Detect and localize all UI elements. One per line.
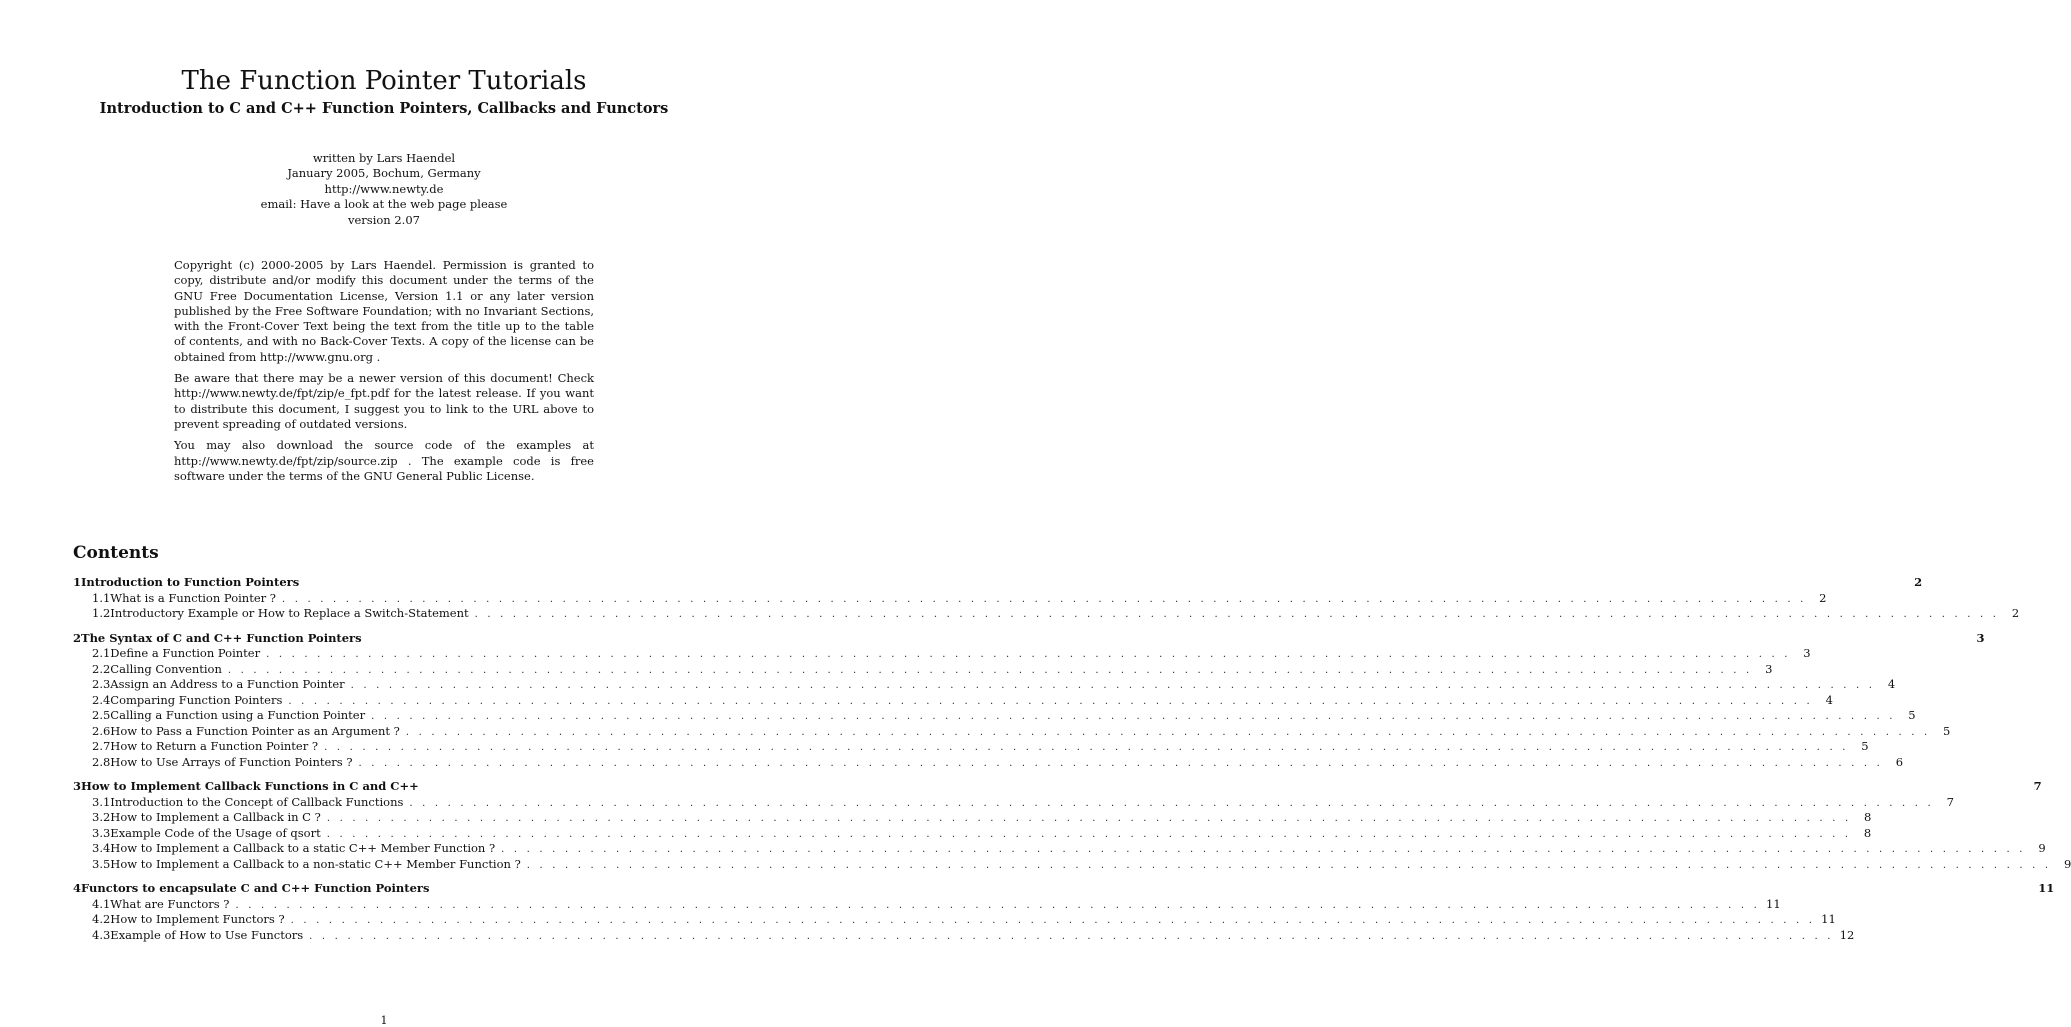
toc-entry-title: How to Implement a Callback to a static C++ Member Function ?: [110, 841, 496, 855]
toc-entry-number: 2.3: [92, 677, 111, 691]
toc-subsection-entry[interactable]: [73, 794, 1954, 811]
toc-entry-page: 9: [2038, 841, 2046, 855]
toc-entry-number: 3: [73, 779, 82, 793]
toc-subsection-entry[interactable]: [73, 692, 1833, 709]
document-subtitle: Introduction to C and C++ Function Pointers, Callbacks and Functors: [99, 100, 669, 117]
author-line: written by Lars Haendel: [312, 151, 456, 165]
toc-entry-page: 4: [1887, 677, 1896, 691]
toc-entry-number: 4.1: [92, 896, 111, 911]
toc-entry-title: Assign an Address to a Function Pointer: [110, 677, 345, 691]
toc-entry-number: 2.2: [92, 661, 111, 676]
toc-subsection-entry[interactable]: [73, 825, 1872, 842]
toc-entry-title: The Syntax of C and C++ Function Pointers: [81, 630, 362, 645]
toc-entry-page: 3: [1803, 646, 1811, 660]
toc-subsection-entry[interactable]: [73, 646, 1811, 662]
toc-entry-page: 3: [1765, 661, 1773, 676]
page-number: 1: [380, 1014, 388, 1027]
toc-entry-page: 4: [1825, 692, 1833, 707]
date-location-line: January 2005, Bochum, Germany: [287, 166, 481, 181]
toc-entry-title: Introduction to the Concept of Callback Functions: [110, 794, 404, 809]
toc-entry-number: 4.3: [92, 927, 111, 942]
contents-heading: Contents: [73, 543, 159, 563]
toc-entry-page: 11: [1766, 896, 1781, 911]
toc-entry-page: 9: [2063, 856, 2071, 871]
toc-entry-page: 2: [1819, 590, 1827, 605]
dot-leader: . . . . . . . . . . . . . . . . . . . . . . . . . . . . . . . . . . . . . . . . . . . . . . . . . . . . . . . . . . . . . . . . . . . . . . . . . . . . . . . . . . . . . . . . . . . . . . . . . . . . . . . . . . . . . . . . . . . . . . . .: [235, 899, 1760, 911]
copyright-paragraph: Copyright (c) 2000-2005 by Lars Haendel. Permission is granted to copy, distribute and/or modify this document under the terms of the GNU Free Documentation License, Version 1.1 or any later version published by the Free Software Foundation; with no Invariant Sections, with the Front-Cover Text being the text from the title up to the table of contents, and with no Back-Cover Texts. A copy of the license can be obtained from http://www.gnu.org .: [174, 258, 594, 364]
dot-leader: . . . . . . . . . . . . . . . . . . . . . . . . . . . . . . . . . . . . . . . . . . . . . . . . . . . . . . . . . . . . . . . . . . . . . . . . . . . . . . . . . . . . . . . . . . . . . . . . . . . . . . . . . . . . . . . . . . . . . . . .: [409, 797, 1934, 809]
toc-entry-number: 2.6: [92, 723, 111, 738]
toc-section-entry[interactable]: [73, 575, 1923, 591]
dot-leader: . . . . . . . . . . . . . . . . . . . . . . . . . . . . . . . . . . . . . . . . . . . . . . . . . . . . . . . . . . . . . . . . . . . . . . . . . . . . . . . . . . . . . . . . . . . . . . . . . . . . . . . . . . . . . . . . . . . . . . . .: [227, 664, 1753, 676]
toc-entry-number: 3.3: [92, 825, 111, 840]
toc-entry-number: 2: [73, 630, 82, 645]
website-line: http://www.newty.de: [324, 181, 444, 196]
dot-leader: . . . . . . . . . . . . . . . . . . . . . . . . . . . . . . . . . . . . . . . . . . . . . . . . . . . . . . . . . . . . . . . . . . . . . . . . . . . . . . . . . . . . . . . . . . . . . . . . . . . . . . . . . . . . . . . . . . . . . . . .: [358, 757, 1884, 769]
toc-entry-title: How to Implement a Callback to a non-static C++ Member Function ?: [110, 856, 521, 871]
table-of-contents: [73, 575, 2071, 952]
toc-entry-page: 11: [2038, 881, 2055, 895]
dot-leader: . . . . . . . . . . . . . . . . . . . . . . . . . . . . . . . . . . . . . . . . . . . . . . . . . . . . . . . . . . . . . . . . . . . . . . . . . . . . . . . . . . . . . . . . . . . . . . . . . . . . . . . . . . . . . . . . . . . . . . . .: [474, 609, 2000, 620]
toc-entry-title: How to Return a Function Pointer ?: [110, 739, 319, 753]
toc-subsection-entry[interactable]: [73, 912, 1836, 928]
toc-subsection-entry[interactable]: [73, 856, 2071, 873]
dot-leader: . . . . . . . . . . . . . . . . . . . . . . . . . . . . . . . . . . . . . . . . . . . . . . . . . . . . . . . . . . . . . . . . . . . . . . . . . . . . . . . . . . . . . . . . . . . . . . . . . . . . . . . . . . . . . . . . . . . . . . . .: [405, 726, 1931, 738]
toc-section: [73, 575, 2020, 622]
toc-entry-title: What are Functors ?: [110, 896, 230, 911]
toc-entry-page: 5: [1908, 708, 1916, 722]
toc-entry-title: Calling Convention: [110, 661, 222, 676]
toc-subsection-entry[interactable]: [73, 708, 1916, 724]
toc-subsection-entry[interactable]: [73, 739, 1869, 755]
toc-entry-title: Introduction to Function Pointers: [81, 575, 300, 589]
dot-leader: . . . . . . . . . . . . . . . . . . . . . . . . . . . . . . . . . . . . . . . . . . . . . . . . . . . . . . . . . . . . . . . . . . . . . . . . . . . . . . . . . . . . . . . . . . . . . . . . . . . . . . . . . . . . . . . . . . . . . . . .: [526, 859, 2052, 871]
dot-leader: . . . . . . . . . . . . . . . . . . . . . . . . . . . . . . . . . . . . . . . . . . . . . . . . . . . . . . . . . . . . . . . . . . . . . . . . . . . . . . . . . . . . . . . . . . . . . . . . . . . . . . . . . . . . . . . . . . . . . . . .: [309, 930, 1834, 942]
toc-entry-number: 3.1: [92, 794, 111, 809]
newer-version-paragraph: Be aware that there may be a newer version of this document! Check http://www.newty.de/fpt/zip/e_fpt.pdf for the latest release. If you want to distribute this document, I suggest you to link to the URL above to prevent spreading of outdated versions.: [174, 371, 594, 431]
toc-subsection-entry[interactable]: [73, 723, 1951, 740]
toc-entry-page: 7: [1946, 794, 1954, 809]
toc-entry-title: Define a Function Pointer: [110, 646, 261, 660]
toc-entry-number: 3.5: [92, 856, 111, 871]
toc-entry-number: 3.4: [92, 841, 111, 855]
toc-entry-title: Introductory Example or How to Replace a Switch-Statement: [110, 606, 469, 620]
author-block: [0, 151, 768, 228]
toc-entry-page: 2: [1914, 575, 1923, 589]
toc-subsection-entry[interactable]: [73, 841, 2046, 857]
toc-section: [73, 779, 2071, 872]
toc-subsection-entry[interactable]: [73, 754, 1904, 771]
dot-leader: . . . . . . . . . . . . . . . . . . . . . . . . . . . . . . . . . . . . . . . . . . . . . . . . . . . . . . . . . . . . . . . . . . . . . . . . . . . . . . . . . . . . . . . . . . . . . . . . . . . . . . . . . . . . . . . . . . . . . . . .: [266, 649, 1791, 660]
toc-entry-page: 6: [1895, 754, 1904, 769]
toc-entry-title: How to Pass a Function Pointer as an Argument ?: [110, 723, 400, 738]
dot-leader: . . . . . . . . . . . . . . . . . . . . . . . . . . . . . . . . . . . . . . . . . . . . . . . . . . . . . . . . . . . . . . . . . . . . . . . . . . . . . . . . . . . . . . . . . . . . . . . . . . . . . . . . . . . . . . . . . . . . . . . .: [281, 593, 1807, 605]
toc-section-entry[interactable]: [73, 779, 2042, 795]
toc-entry-title: What is a Function Pointer ?: [110, 590, 276, 605]
toc-section: [73, 630, 1985, 771]
toc-entry-page: 7: [2033, 779, 2042, 793]
dot-leader: . . . . . . . . . . . . . . . . . . . . . . . . . . . . . . . . . . . . . . . . . . . . . . . . . . . . . . . . . . . . . . . . . . . . . . . . . . . . . . . . . . . . . . . . . . . . . . . . . . . . . . . . . . . . . . . . . . . . . . . .: [290, 915, 1816, 926]
document-title: The Function Pointer Tutorials: [181, 66, 587, 96]
toc-subsection-entry[interactable]: [73, 590, 1827, 607]
toc-entry-page: 5: [1943, 723, 1951, 738]
toc-entry-title: Functors to encapsulate C and C++ Function Pointers: [81, 881, 430, 895]
version-line: version 2.07: [348, 212, 420, 227]
toc-subsection-entry[interactable]: [73, 810, 1872, 826]
source-code-paragraph: You may also download the source code of the examples at http://www.newty.de/fpt/zip/source.zip . The example code is free software under the terms of the GNU General Public License.: [174, 438, 594, 483]
toc-entry-page: 11: [1821, 912, 1836, 926]
toc-entry-page: 12: [1839, 927, 1855, 942]
toc-section-entry[interactable]: [73, 881, 2055, 897]
toc-entry-page: 3: [1976, 630, 1985, 645]
toc-entry-number: 2.7: [92, 739, 111, 753]
toc-subsection-entry[interactable]: [73, 677, 1896, 693]
toc-entry-title: Calling a Function using a Function Pointer: [110, 708, 366, 722]
toc-entry-title: Comparing Function Pointers: [110, 692, 283, 707]
toc-section: [73, 881, 2055, 943]
dot-leader: . . . . . . . . . . . . . . . . . . . . . . . . . . . . . . . . . . . . . . . . . . . . . . . . . . . . . . . . . . . . . . . . . . . . . . . . . . . . . . . . . . . . . . . . . . . . . . . . . . . . . . . . . . . . . . . . . . . . . . . .: [324, 742, 1849, 753]
toc-entry-page: 2: [2011, 606, 2020, 620]
toc-subsection-entry[interactable]: [73, 927, 1855, 944]
toc-entry-title: How to Use Arrays of Function Pointers ?: [110, 754, 353, 769]
toc-entry-number: 1.1: [92, 590, 111, 605]
toc-subsection-entry[interactable]: [73, 896, 1781, 913]
toc-entry-title: How to Implement Functors ?: [110, 912, 285, 926]
toc-entry-number: 2.8: [92, 754, 111, 769]
toc-entry-number: 2.5: [92, 708, 111, 722]
toc-entry-title: How to Implement Callback Functions in C and C++: [81, 779, 419, 793]
toc-entry-title: Example Code of the Usage of qsort: [110, 825, 321, 840]
dot-leader: . . . . . . . . . . . . . . . . . . . . . . . . . . . . . . . . . . . . . . . . . . . . . . . . . . . . . . . . . . . . . . . . . . . . . . . . . . . . . . . . . . . . . . . . . . . . . . . . . . . . . . . . . . . . . . . . . . . . . . . .: [288, 695, 1813, 707]
dot-leader: . . . . . . . . . . . . . . . . . . . . . . . . . . . . . . . . . . . . . . . . . . . . . . . . . . . . . . . . . . . . . . . . . . . . . . . . . . . . . . . . . . . . . . . . . . . . . . . . . . . . . . . . . . . . . . . . . . . . . . . .: [326, 813, 1852, 824]
dot-leader: . . . . . . . . . . . . . . . . . . . . . . . . . . . . . . . . . . . . . . . . . . . . . . . . . . . . . . . . . . . . . . . . . . . . . . . . . . . . . . . . . . . . . . . . . . . . . . . . . . . . . . . . . . . . . . . . . . . . . . . .: [350, 680, 1876, 691]
toc-entry-number: 2.1: [92, 646, 111, 660]
toc-entry-number: 1: [73, 575, 82, 589]
toc-entry-number: 3.2: [92, 810, 111, 824]
toc-entry-number: 4: [73, 881, 82, 895]
dot-leader: . . . . . . . . . . . . . . . . . . . . . . . . . . . . . . . . . . . . . . . . . . . . . . . . . . . . . . . . . . . . . . . . . . . . . . . . . . . . . . . . . . . . . . . . . . . . . . . . . . . . . . . . . . . . . . . . . . . . . . . .: [326, 828, 1852, 840]
email-line: email: Have a look at the web page please: [260, 197, 508, 212]
dot-leader: . . . . . . . . . . . . . . . . . . . . . . . . . . . . . . . . . . . . . . . . . . . . . . . . . . . . . . . . . . . . . . . . . . . . . . . . . . . . . . . . . . . . . . . . . . . . . . . . . . . . . . . . . . . . . . . . . . . . . . . .: [371, 711, 1896, 722]
toc-section-entry[interactable]: [73, 630, 1985, 647]
toc-entry-title: Example of How to Use Functors: [110, 927, 304, 942]
toc-subsection-entry[interactable]: [73, 661, 1773, 678]
toc-entry-number: 2.4: [92, 692, 111, 707]
toc-entry-page: 8: [1863, 825, 1872, 840]
toc-entry-number: 1.2: [92, 606, 111, 620]
copyright-abstract: [174, 258, 594, 490]
toc-subsection-entry[interactable]: [73, 606, 2020, 622]
toc-entry-page: 5: [1861, 739, 1869, 753]
dot-leader: . . . . . . . . . . . . . . . . . . . . . . . . . . . . . . . . . . . . . . . . . . . . . . . . . . . . . . . . . . . . . . . . . . . . . . . . . . . . . . . . . . . . . . . . . . . . . . . . . . . . . . . . . . . . . . . . . . . . . . . .: [501, 844, 2026, 855]
toc-entry-number: 4.2: [92, 912, 111, 926]
toc-entry-title: How to Implement a Callback in C ?: [110, 810, 321, 824]
toc-entry-page: 8: [1864, 810, 1872, 824]
